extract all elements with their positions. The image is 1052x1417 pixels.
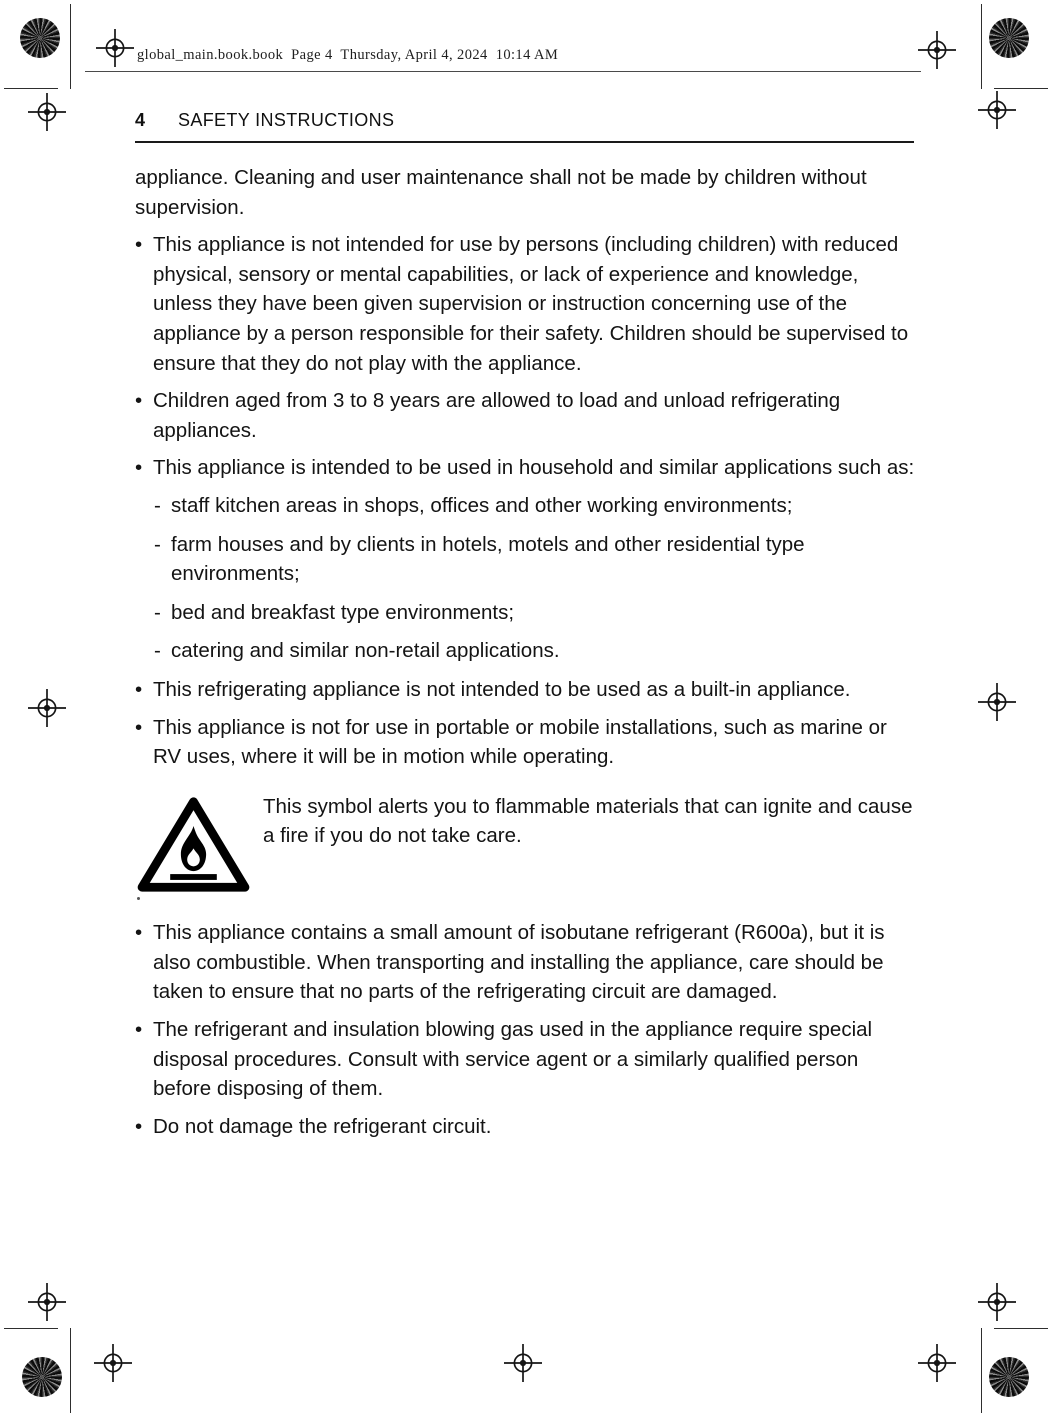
bullet-marker: • xyxy=(135,233,143,257)
bullet-item xyxy=(135,1015,919,1104)
bullet-item xyxy=(135,386,919,445)
crop-mark xyxy=(981,1328,982,1413)
crop-mark xyxy=(70,4,71,89)
dash-marker: - xyxy=(154,493,161,517)
bullet-text: The refrigerant and insulation blowing gas used in the appliance require special disposal procedures. Consult with service agent or a similarly qualified person before disposing of them. xyxy=(153,1018,873,1101)
bullet-marker: • xyxy=(135,1114,143,1138)
registration-mark xyxy=(978,1283,1016,1321)
bullet-text: This appliance is not for use in portable or mobile installations, such as marine or RV uses, where it will be in motion while operating. xyxy=(153,715,887,769)
bullet-item xyxy=(135,675,919,705)
bullet-text: This appliance is not intended for use by persons (including children) with reduced physical, sensory or mental capabilities, or lack of experience and knowledge, unless they have been given supervision or instruction concerning use of the appliance by a person responsible for their safety. Children should be supervised to ensure that they do not play with the appliance. xyxy=(153,233,909,375)
header-rule xyxy=(85,71,921,72)
registration-mark xyxy=(28,1283,66,1321)
registration-mark xyxy=(28,689,66,727)
bullet-marker: • xyxy=(135,677,143,701)
bullet-marker: • xyxy=(135,715,143,739)
dash-marker: - xyxy=(154,639,161,663)
flammable-warning-triangle-icon xyxy=(135,790,252,903)
bullet-marker: • xyxy=(135,456,143,480)
print-color-patch xyxy=(22,1357,62,1397)
registration-mark xyxy=(978,91,1016,129)
print-color-patch xyxy=(989,18,1029,58)
bullet-marker: • xyxy=(135,1018,143,1042)
bullet-marker: • xyxy=(135,389,143,413)
sub-bullet-item xyxy=(154,636,919,666)
bullet-text: This appliance contains a small amount of isobutane refrigerant (R600a), but it is also combustible. When transporting and installing the appliance, care should be taken to ensure that no parts of the refrigerating circuit are damaged. xyxy=(153,921,885,1004)
bullet-text: Do not damage the refrigerant circuit. xyxy=(153,1114,492,1138)
dash-marker: - xyxy=(154,600,161,624)
crop-mark xyxy=(4,88,58,89)
sub-bullet-text: bed and breakfast type environments; xyxy=(171,600,515,624)
registration-mark xyxy=(28,93,66,131)
crop-mark xyxy=(981,4,982,89)
registration-mark xyxy=(978,683,1016,721)
print-color-patch xyxy=(20,18,60,58)
bullet-text: Children aged from 3 to 8 years are allowed to load and unload refrigerating appliances. xyxy=(153,389,841,442)
dash-marker: - xyxy=(154,532,161,556)
section-title-rule xyxy=(135,141,914,143)
bullet-item xyxy=(135,713,919,772)
paragraph-continuation xyxy=(135,163,919,222)
section-title: SAFETY INSTRUCTIONS xyxy=(178,110,395,130)
bullet-text: This appliance is intended to be used in household and similar applications such as: xyxy=(153,456,915,480)
section-header xyxy=(135,110,394,131)
sub-bullet-item xyxy=(154,491,919,521)
bullet-item xyxy=(135,230,919,378)
bullet-item xyxy=(135,1112,919,1142)
body-content xyxy=(135,163,919,1141)
sub-bullet-list xyxy=(154,491,919,666)
paragraph-text: appliance. Cleaning and user maintenance shall not be made by children without supervision. xyxy=(135,166,867,219)
sub-bullet-item xyxy=(154,530,919,589)
crop-mark xyxy=(994,1328,1048,1329)
crop-mark xyxy=(70,1328,71,1413)
sub-bullet-text: farm houses and by clients in hotels, motels and other residential type environments; xyxy=(171,532,805,586)
bullet-item xyxy=(135,918,919,1007)
bullet-item xyxy=(135,453,919,483)
print-color-patch xyxy=(989,1357,1029,1397)
crop-mark xyxy=(994,88,1048,89)
bullet-marker: • xyxy=(135,921,143,945)
registration-mark xyxy=(94,1344,132,1382)
sub-bullet-text: staff kitchen areas in shops, offices and other working environments; xyxy=(171,493,793,517)
crop-mark xyxy=(4,1328,58,1329)
bullet-text: This refrigerating appliance is not intended to be used as a built-in appliance. xyxy=(153,677,851,701)
registration-mark xyxy=(504,1344,542,1382)
flammable-warning-block xyxy=(135,790,919,903)
warning-text: This symbol alerts you to flammable materials that can ignite and cause a fire if you do not take care. xyxy=(263,794,913,848)
registration-mark xyxy=(918,31,956,69)
file-header: global_main.book.book Page 4 Thursday, April 4, 2024 10:14 AM xyxy=(137,47,559,63)
registration-mark xyxy=(96,29,134,67)
page-number: 4 xyxy=(135,110,146,130)
sub-bullet-text: catering and similar non-retail applications. xyxy=(171,639,560,663)
sub-bullet-item xyxy=(154,598,919,628)
registration-mark xyxy=(918,1344,956,1382)
